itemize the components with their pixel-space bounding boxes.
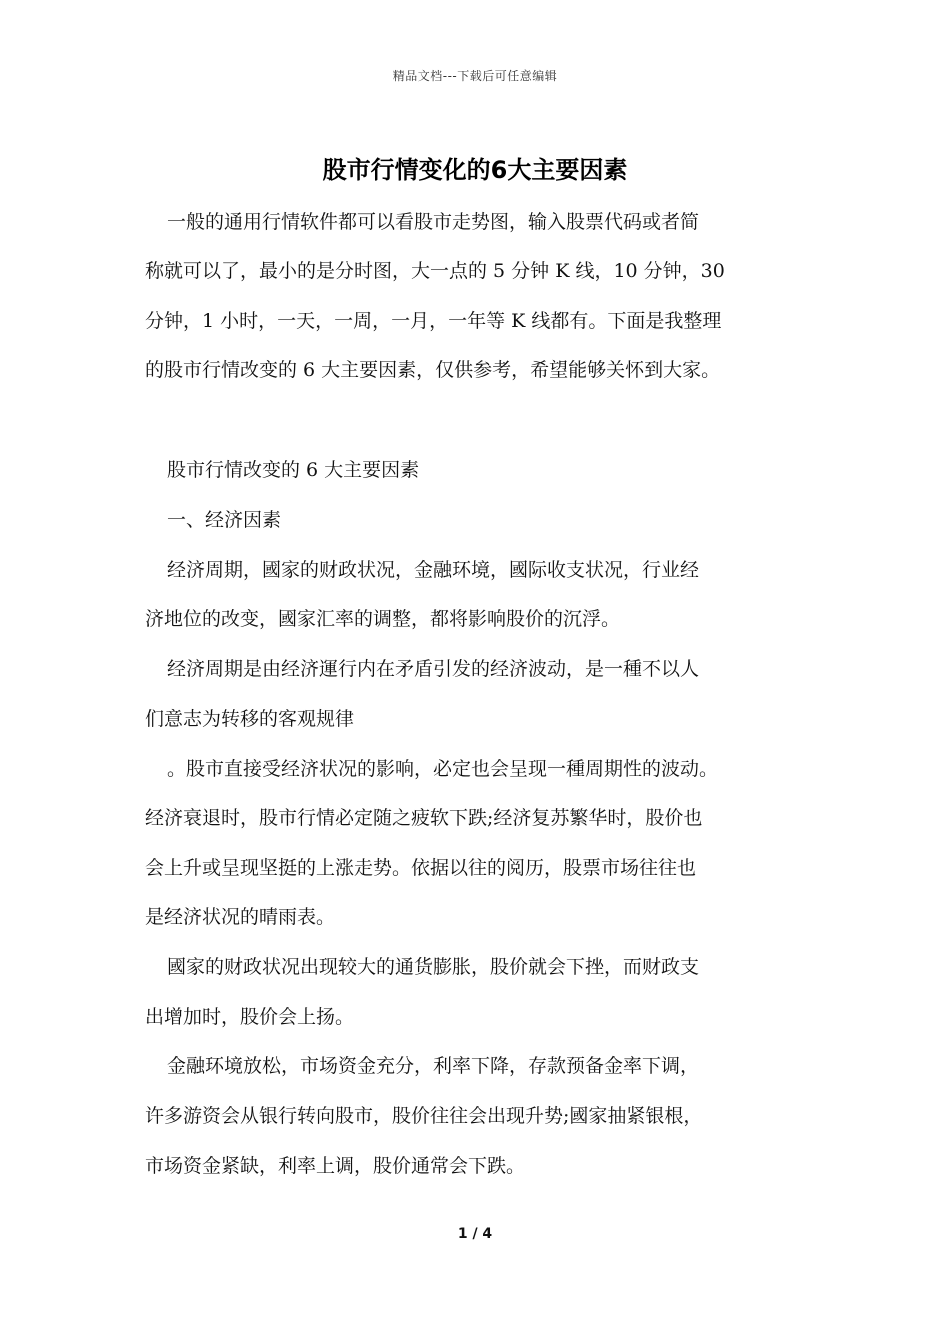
document-title: 股市行情变化的6大主要因素 bbox=[322, 156, 628, 184]
paragraph-line: 称就可以了，最小的是分时图，大一点的 5 分钟 K 线，10 分钟，30 bbox=[145, 260, 725, 282]
paragraph-line: 经济周期是由经济運行内在矛盾引发的经济波动，是一種不以人 bbox=[167, 658, 700, 680]
paragraph-line: 分钟，1 小时，一天，一周，一月，一年等 K 线都有。下面是我整理 bbox=[145, 310, 722, 332]
paragraph-line: 们意志为转移的客观规律 bbox=[145, 708, 355, 730]
paragraph-line: 济地位的改变，國家汇率的调整，都将影响股价的沉浮。 bbox=[145, 608, 621, 630]
paragraph-line: 一般的通用行情软件都可以看股市走势图，输入股票代码或者简 bbox=[167, 211, 700, 233]
paragraph-line: 会上升或呈现坚挺的上涨走势。依据以往的阅历，股票市场往往也 bbox=[145, 857, 697, 879]
paragraph-line: 是经济状况的晴雨表。 bbox=[145, 906, 336, 928]
paragraph-line: 金融环境放松，市场资金充分，利率下降，存款预备金率下调， bbox=[167, 1055, 700, 1077]
paragraph-line: 。股市直接受经济状况的影响，必定也会呈现一種周期性的波动。 bbox=[167, 758, 719, 780]
page-number: 1 / 4 bbox=[457, 1226, 493, 1242]
page-header: 精品文档---下载后可任意编辑 bbox=[392, 69, 558, 83]
paragraph-line: 经济周期，國家的财政状况，金融环境，國际收支状况，行业经 bbox=[167, 559, 700, 581]
paragraph-line: 市场资金紧缺，利率上调，股价通常会下跌。 bbox=[145, 1155, 526, 1177]
paragraph-line: 國家的财政状况出现较大的通货膨胀，股价就会下挫，而财政支 bbox=[167, 956, 700, 978]
paragraph-line: 出增加时，股价会上扬。 bbox=[145, 1006, 355, 1028]
subsection-heading: 一、经济因素 bbox=[167, 509, 282, 531]
section-heading: 股市行情改变的 6 大主要因素 bbox=[167, 459, 420, 481]
paragraph-line: 许多游资会从银行转向股市，股价往往会出现升势;國家抽紧银根， bbox=[145, 1105, 703, 1127]
paragraph-line: 经济衰退时，股市行情必定随之疲软下跌;经济复苏繁华时，股价也 bbox=[145, 807, 703, 829]
paragraph-line: 的股市行情改变的 6 大主要因素，仅供参考，希望能够关怀到大家。 bbox=[145, 359, 721, 381]
